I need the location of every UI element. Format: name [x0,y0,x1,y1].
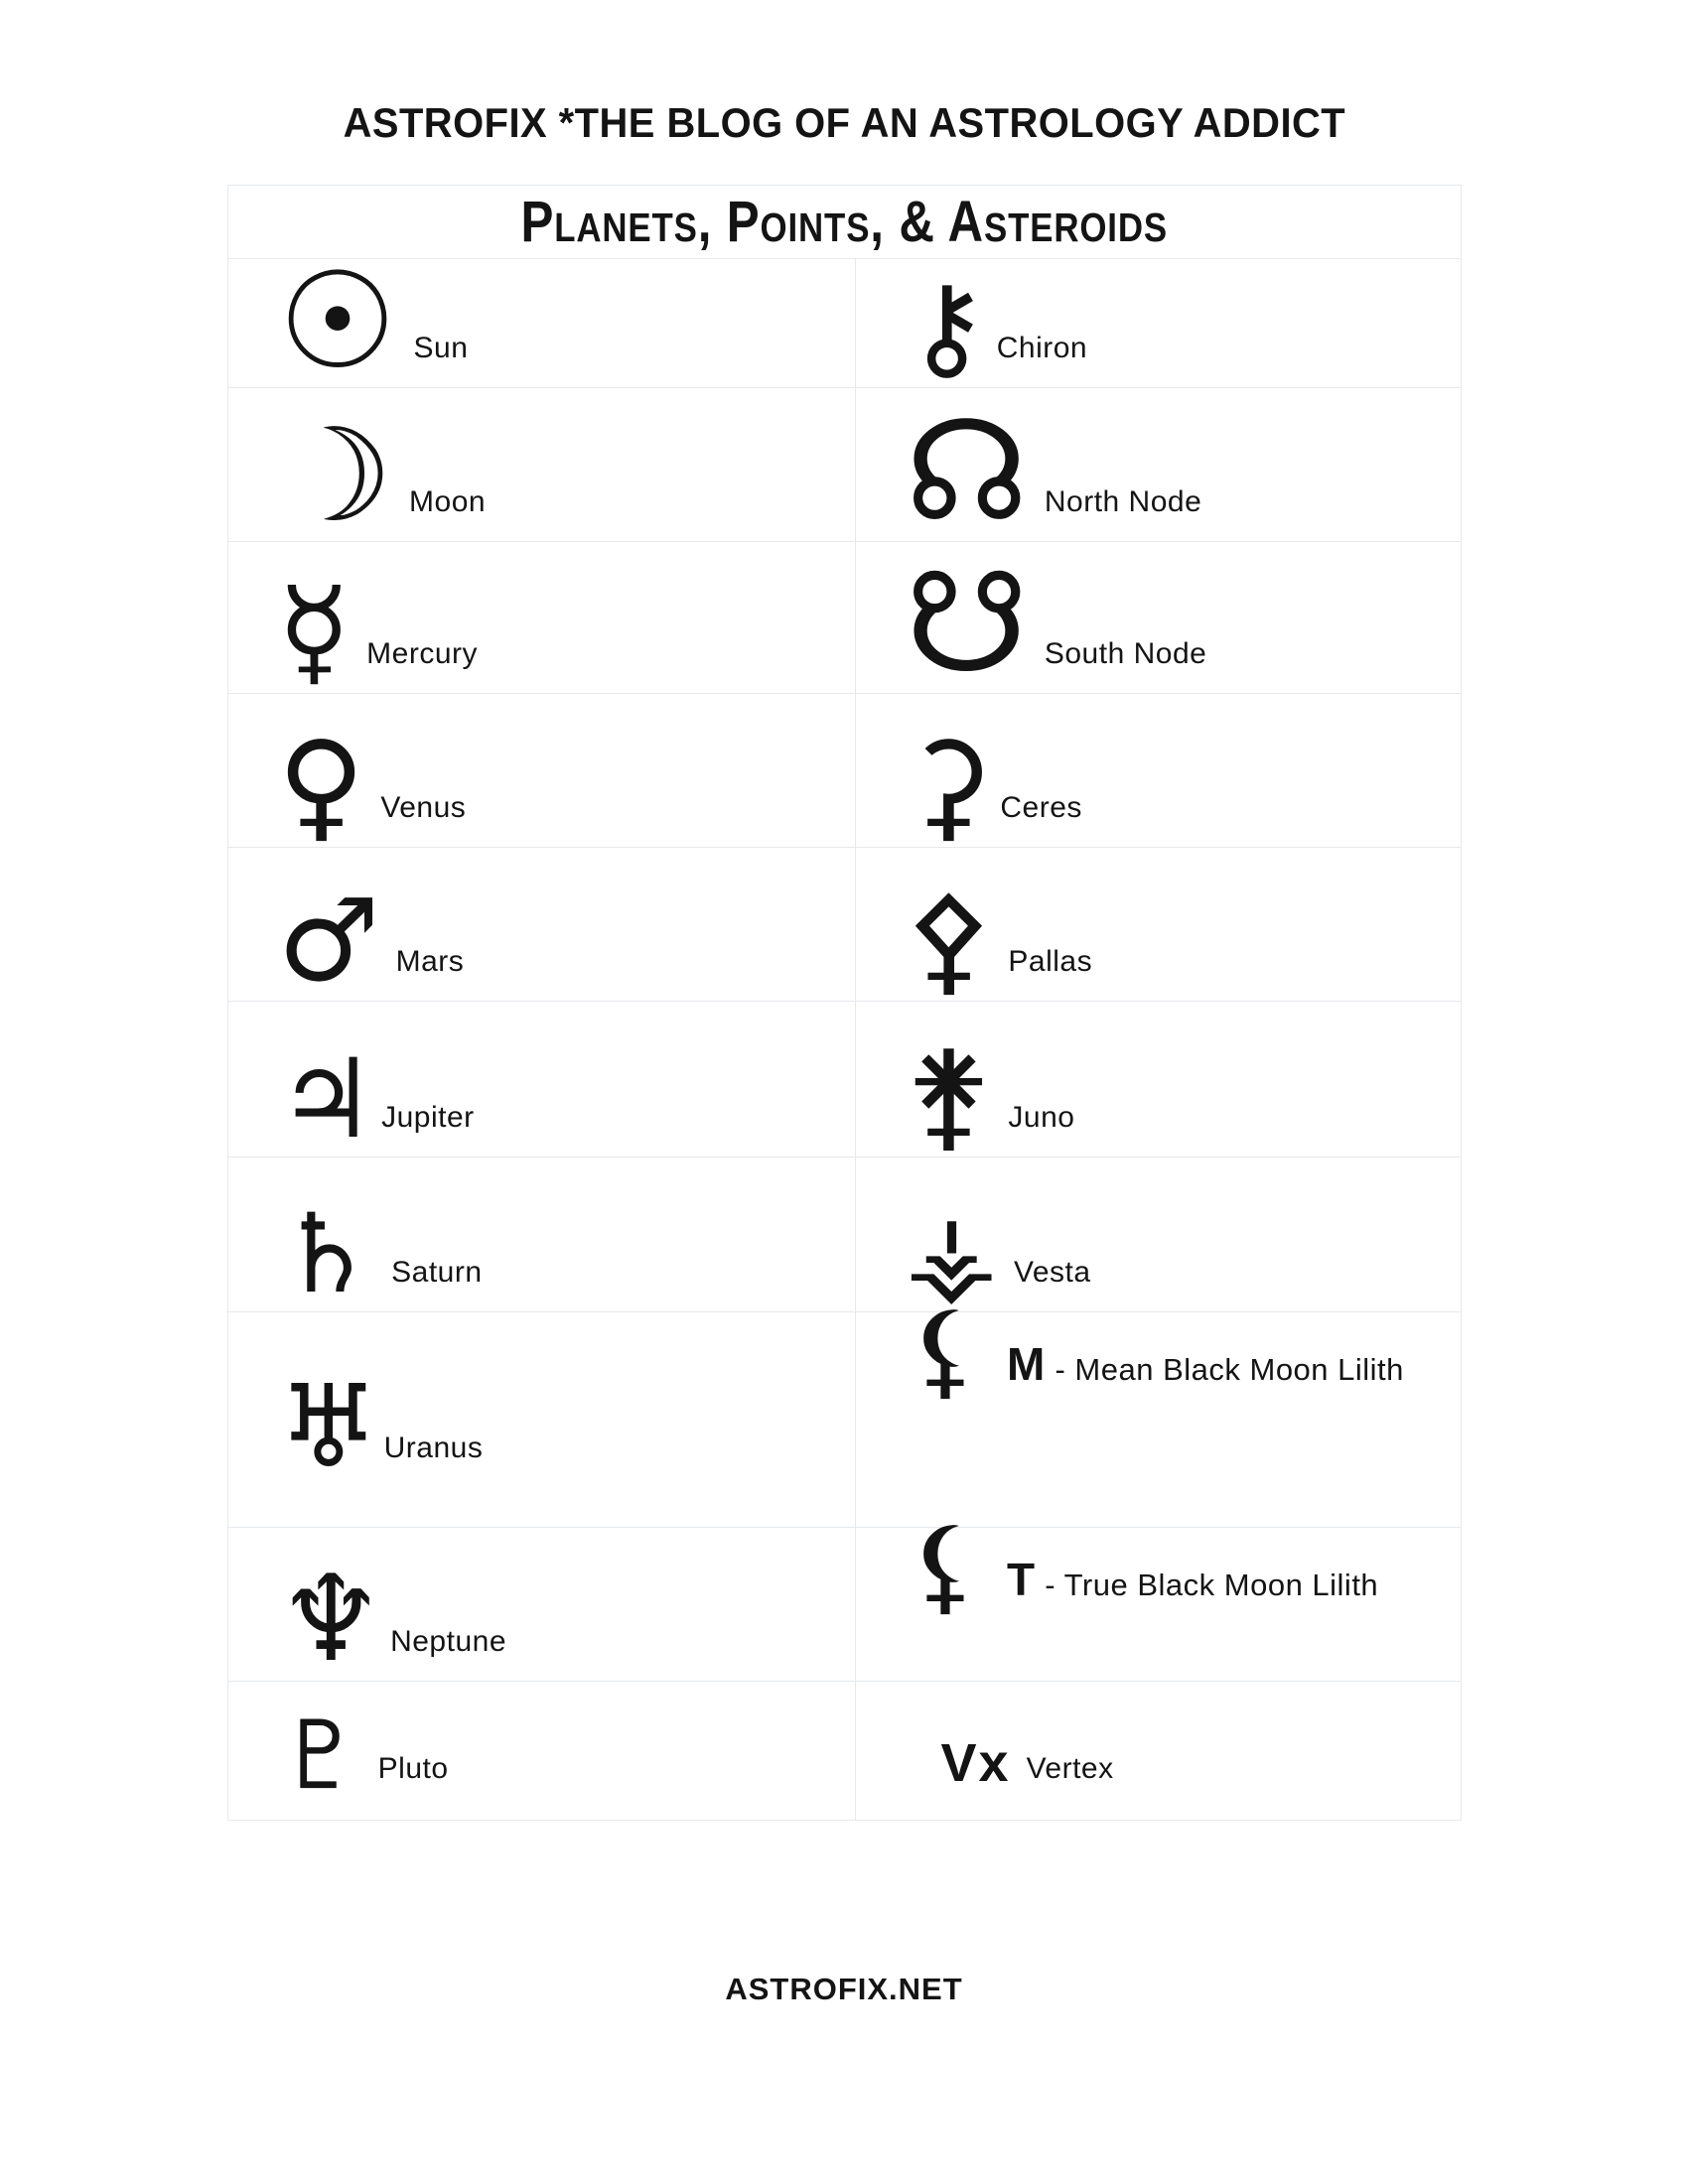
cell-pallas [856,848,1461,1001]
juno-label: Juno [1008,1101,1075,1134]
cell-south-node [856,542,1461,693]
chiron-label: Chiron [996,332,1088,364]
cell-vesta [856,1158,1461,1311]
cell-ceres [856,694,1461,847]
vesta-icon: ⚶ [905,1189,998,1311]
table-row [228,1290,1461,1528]
vertex-label: Vertex [1026,1752,1114,1785]
vertex-icon: Vx [940,1733,1011,1793]
cell-saturn [228,1158,856,1311]
site-url: ASTROFIX.NET [725,1972,963,2006]
neptune-label: Neptune [390,1625,507,1658]
saturn-label: Saturn [391,1256,483,1289]
table-row [228,388,1461,542]
moon-icon: ☽ [277,400,394,541]
uranus-icon: ♅ [277,1361,380,1495]
cell-mean-black-moon-lilith: ⚸ M - Mean Black Moon Lilith [907,1290,1404,1411]
cell-true-black-moon-lilith: ⚸ T - True Black Moon Lilith [907,1505,1379,1626]
cell-venus [228,694,856,847]
cell-north-node [856,388,1461,541]
cell-sun [228,259,856,387]
cell-chiron [856,259,1461,387]
table-row [228,848,1461,1002]
venus-icon: ♀ [277,716,365,847]
south-node-icon: ☋ [905,543,1029,693]
south-node-label: South Node [1044,637,1207,670]
venus-label: Venus [380,791,467,824]
pluto-icon: ♇ [277,1701,362,1811]
table-row [228,694,1461,848]
table-row [228,259,1461,388]
mercury-icon: ☿ [277,562,352,693]
north-node-label: North Node [1044,485,1202,518]
blog-header-title: ASTROFIX *THE BLOG OF AN ASTROLOGY ADDICT [343,99,1345,146]
mean-lilith-prefix: M [1007,1338,1047,1390]
vesta-label: Vesta [1013,1256,1091,1289]
pallas-icon: ⚴ [905,870,993,1001]
cell-juno [856,1002,1461,1157]
cell-jupiter [228,1002,856,1157]
pluto-label: Pluto [377,1752,449,1785]
moon-label: Moon [409,485,487,518]
mean-lilith-label: - Mean Black Moon Lilith [1055,1352,1404,1387]
ceres-label: Ceres [1000,791,1082,824]
cell-vertex [856,1682,1461,1820]
table-row [228,1682,1461,1820]
chiron-icon: ⚷ [905,261,989,387]
cell-moon [228,388,856,541]
sun-label: Sun [413,332,469,364]
cell-pluto [228,1682,856,1820]
cell-neptune [228,1528,856,1681]
table-row [228,1002,1461,1158]
saturn-icon: ♄ [277,1189,376,1311]
sun-icon: ☉ [277,259,398,387]
pallas-label: Pallas [1008,945,1093,978]
table-row [228,1158,1461,1312]
cell-mars [228,848,856,1001]
mercury-label: Mercury [366,637,478,670]
mars-label: Mars [395,945,465,978]
site-footer [0,1972,1688,2007]
true-lilith-label: - True Black Moon Lilith [1045,1568,1379,1602]
ceres-icon: ⚳ [905,716,993,847]
table-row [228,542,1461,694]
juno-icon: ⚵ [905,1025,993,1157]
table-title-row [228,186,1461,259]
blog-header [0,0,1688,147]
table-row [228,1505,1461,1682]
table-title: Planets, Points, & Asteroids [520,190,1168,254]
mars-icon: ♂ [277,875,380,1001]
cell-uranus [228,1312,856,1527]
uranus-label: Uranus [383,1432,484,1464]
neptune-icon: ♆ [277,1550,385,1681]
north-node-icon: ☊ [905,391,1029,541]
true-lilith-prefix: T [1007,1554,1037,1605]
jupiter-label: Jupiter [381,1101,475,1134]
cell-mercury [228,542,856,693]
symbols-table [227,185,1462,1821]
jupiter-icon: ♃ [277,1034,376,1157]
